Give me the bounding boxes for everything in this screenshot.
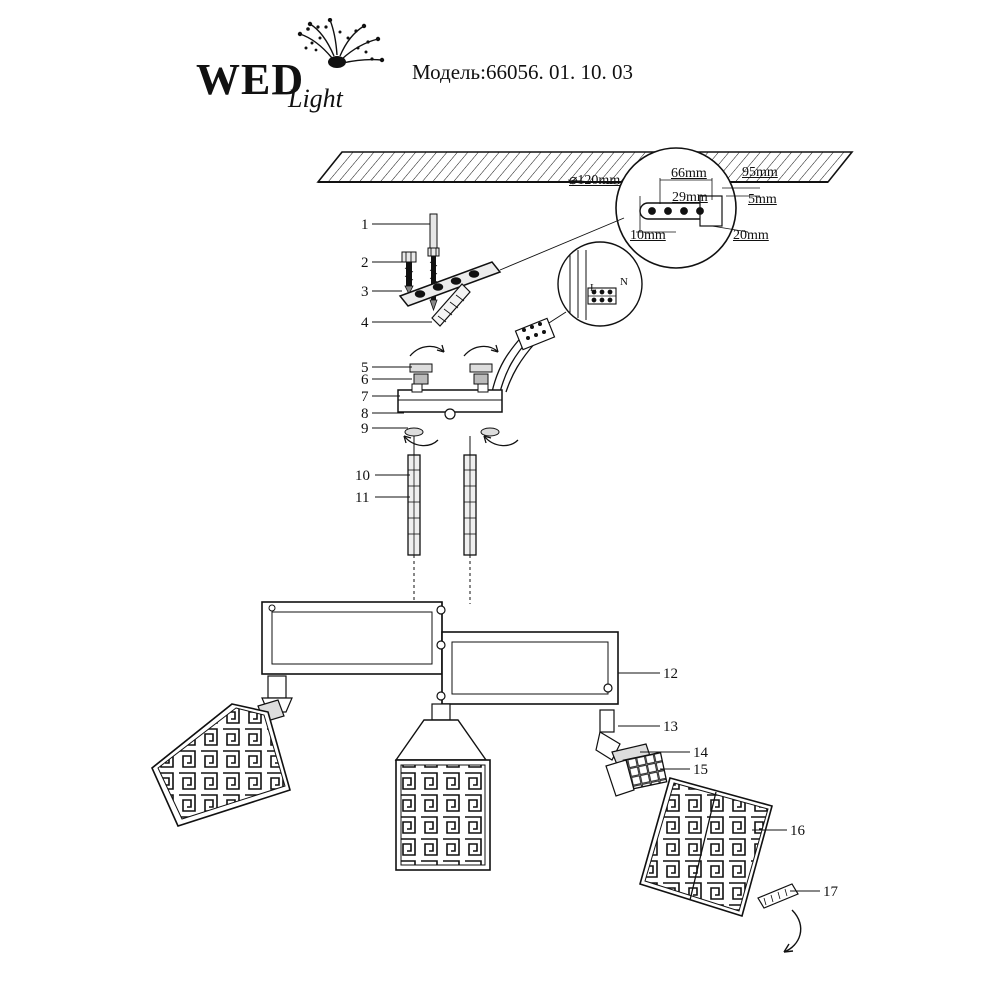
- dimension-len5: 5mm: [748, 192, 777, 207]
- callout-16: 16: [790, 823, 805, 839]
- dimension-len29: 29mm: [672, 190, 708, 205]
- callout-5: 5: [361, 360, 369, 376]
- wire-label-l: L: [590, 282, 597, 294]
- dimension-len95: 95mm: [742, 165, 778, 180]
- callout-1: 1: [361, 217, 369, 233]
- dimension-diameter: ⌀120mm: [569, 173, 621, 188]
- callout-17: 17: [823, 884, 838, 900]
- dimension-len66: 66mm: [671, 166, 707, 181]
- wire-label-n: N: [620, 276, 628, 288]
- dimension-len20: 20mm: [733, 228, 769, 243]
- callout-8: 8: [361, 406, 369, 422]
- callout-11: 11: [355, 490, 370, 506]
- callout-10: 10: [355, 468, 370, 484]
- callout-4: 4: [361, 315, 369, 331]
- callout-9: 9: [361, 421, 369, 437]
- callout-12: 12: [663, 666, 678, 682]
- dimension-len10: 10mm: [630, 228, 666, 243]
- brand-subname: Light: [288, 84, 343, 113]
- brand-name: WED: [196, 55, 305, 104]
- callout-6: 6: [361, 372, 369, 388]
- model-label: Модель:66056. 01. 10. 03: [412, 60, 633, 84]
- callout-13: 13: [663, 719, 678, 735]
- callout-3: 3: [361, 284, 369, 300]
- callout-2: 2: [361, 255, 369, 271]
- callout-7: 7: [361, 389, 369, 405]
- callout-15: 15: [693, 762, 708, 778]
- callout-14: 14: [693, 745, 708, 761]
